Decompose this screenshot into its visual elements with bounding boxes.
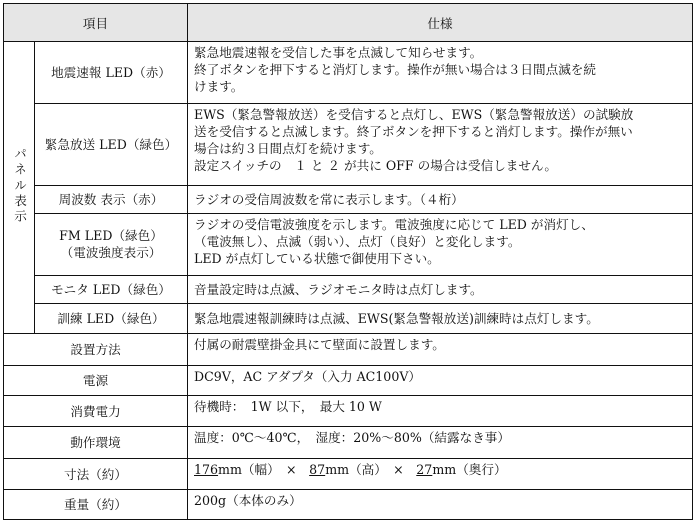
table-row — [4, 366, 693, 396]
table-row — [4, 214, 693, 276]
header-row — [4, 4, 693, 42]
table-row — [4, 303, 693, 334]
weight-value: 200g（本体のみ） — [188, 490, 693, 520]
table-row — [4, 334, 693, 366]
spec-table — [3, 3, 693, 520]
weight-label: 重量（約） — [4, 490, 188, 520]
panel-item-desc: EWS（緊急警報放送）を受信すると点灯し、EWS（緊急警報放送）の試験放 送を受信すると点滅します。終了ボタンを押下すると消灯します。操作が無い 場合は約３日間点灯を続けます。 設定スイッチの １ と ２ が共に OFF の場合は受信しません。 — [188, 104, 693, 186]
header-spec: 仕様 — [188, 4, 693, 42]
environment-label: 動作環境 — [4, 427, 188, 459]
panel-item-desc: 緊急地震速報を受信した事を点滅して知らせます。 終了ボタンを押下すると消灯します。操作が無い場合は３日間点滅を続 けます。 — [188, 42, 693, 104]
panel-item-desc: ラジオの受信周波数を常に表示します。（４桁） — [188, 186, 693, 214]
consumption-value: 待機時： 1W 以下， 最大 10 W — [188, 396, 693, 427]
install-label: 設置方法 — [4, 334, 188, 366]
panel-item-name: FM LED（緑色） （電波強度表示） — [35, 214, 188, 276]
panel-item-name: 地震速報 LED（赤） — [35, 42, 188, 104]
table-row — [4, 396, 693, 427]
dimensions-label: 寸法（約） — [4, 459, 188, 490]
consumption-label: 消費電力 — [4, 396, 188, 427]
table-row — [4, 427, 693, 459]
environment-value: 温度：0℃～40℃， 湿度：20%～80%（結露なき事） — [188, 427, 693, 459]
power-value: DC9V，AC アダプタ（入力 AC100V） — [188, 366, 693, 396]
dimensions-value: 176mm（幅） × 87mm（高） × 27mm（奥行） — [188, 459, 693, 490]
table-row — [4, 42, 693, 104]
table-row — [4, 104, 693, 186]
table-row — [4, 490, 693, 520]
panel-item-desc: 緊急地震速報訓練時は点滅、EWS(緊急警報放送)訓練時は点灯します。 — [188, 303, 693, 334]
panel-group-label: パネル表示 — [4, 42, 35, 334]
panel-item-desc: 音量設定時は点滅、ラジオモニタ時は点灯します。 — [188, 275, 693, 303]
install-value: 付属の耐震壁掛金具にて壁面に設置します。 — [188, 334, 693, 366]
header-item: 項目 — [4, 4, 188, 42]
table-row — [4, 186, 693, 214]
table-row — [4, 275, 693, 303]
panel-item-name: モニタ LED（緑色） — [35, 275, 188, 303]
width-value: 176 — [194, 462, 219, 478]
panel-item-name: 訓練 LED（緑色） — [35, 303, 188, 334]
panel-item-name: 周波数 表示（赤） — [35, 186, 188, 214]
table-row — [4, 459, 693, 490]
height-value: 87 — [309, 462, 326, 478]
depth-value: 27 — [416, 462, 433, 478]
panel-item-desc: ラジオの受信電波強度を示します。電波強度に応じて LED が消灯し、 （電波無し）、点滅（弱い）、点灯（良好）と変化します。 LED が点灯している状態で御使用下さい。 — [188, 214, 693, 276]
panel-item-name: 緊急放送 LED（緑色） — [35, 104, 188, 186]
power-label: 電源 — [4, 366, 188, 396]
